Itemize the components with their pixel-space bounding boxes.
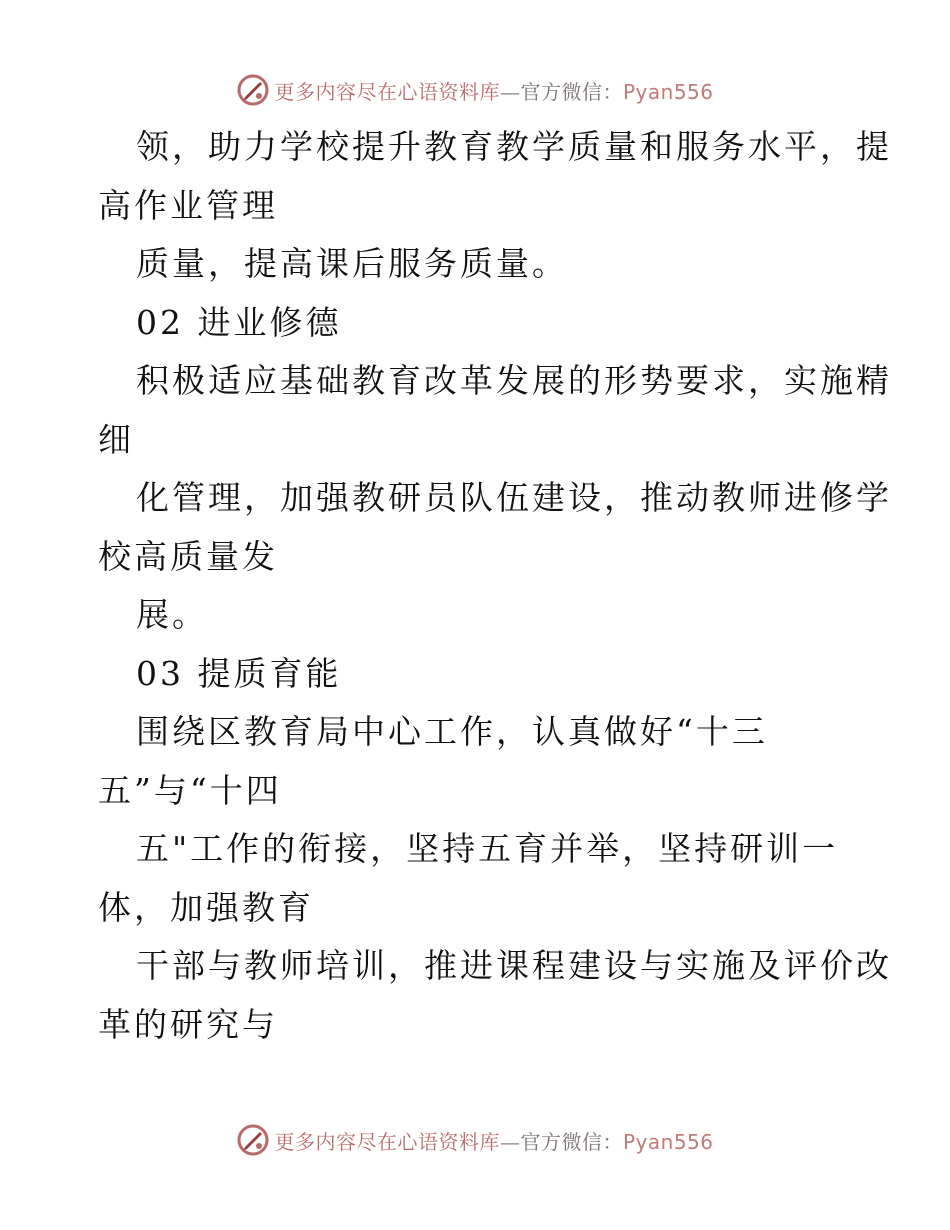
watermark-label: 官方微信： (520, 1129, 623, 1154)
body-line: 化管理，加强教研员队伍建设，推动教师进修学 (136, 478, 892, 517)
body-line: 积极适应基础教育改革发展的形势要求，实施精 (136, 361, 892, 400)
body-line: 质量，提高课后服务质量。 (136, 244, 568, 283)
section-heading: 03 提质育能 (136, 653, 342, 693)
footer-watermark (0, 1120, 950, 1160)
watermark-id: Pyan556 (622, 1129, 714, 1154)
body-line: 革的研究与 (98, 1004, 278, 1044)
watermark-dash: — (499, 79, 521, 104)
body-line: 展。 (136, 595, 208, 634)
body-line: 高作业管理 (98, 185, 278, 225)
header-watermark (0, 70, 950, 110)
watermark-text (274, 1126, 713, 1155)
body-line: 五”与“十四 (98, 770, 282, 810)
body-line: 领，助力学校提升教育教学质量和服务水平，提 (136, 127, 892, 166)
body-line: 体，加强教育 (98, 887, 314, 927)
body-line: 细 (98, 419, 134, 459)
body-line: 五"工作的衔接，坚持五育并举，坚持研训一 (136, 829, 839, 868)
watermark-text (274, 76, 713, 105)
watermark-main-text: 更多内容尽在心语资料库 (274, 1129, 500, 1154)
watermark-label: 官方微信： (520, 79, 623, 104)
body-line: 围绕区教育局中心工作，认真做好“十三 (136, 712, 768, 751)
watermark-main-text: 更多内容尽在心语资料库 (274, 79, 500, 104)
document-body (98, 118, 892, 1054)
quill-pen-logo-icon (236, 1123, 270, 1157)
watermark-dash: — (499, 1129, 521, 1154)
watermark-id: Pyan556 (622, 79, 714, 104)
body-line: 校高质量发 (98, 536, 278, 576)
quill-pen-logo-icon (236, 73, 270, 107)
body-line: 干部与教师培训，推进课程建设与实施及评价改 (136, 946, 892, 985)
section-heading: 02 进业修德 (136, 302, 342, 342)
